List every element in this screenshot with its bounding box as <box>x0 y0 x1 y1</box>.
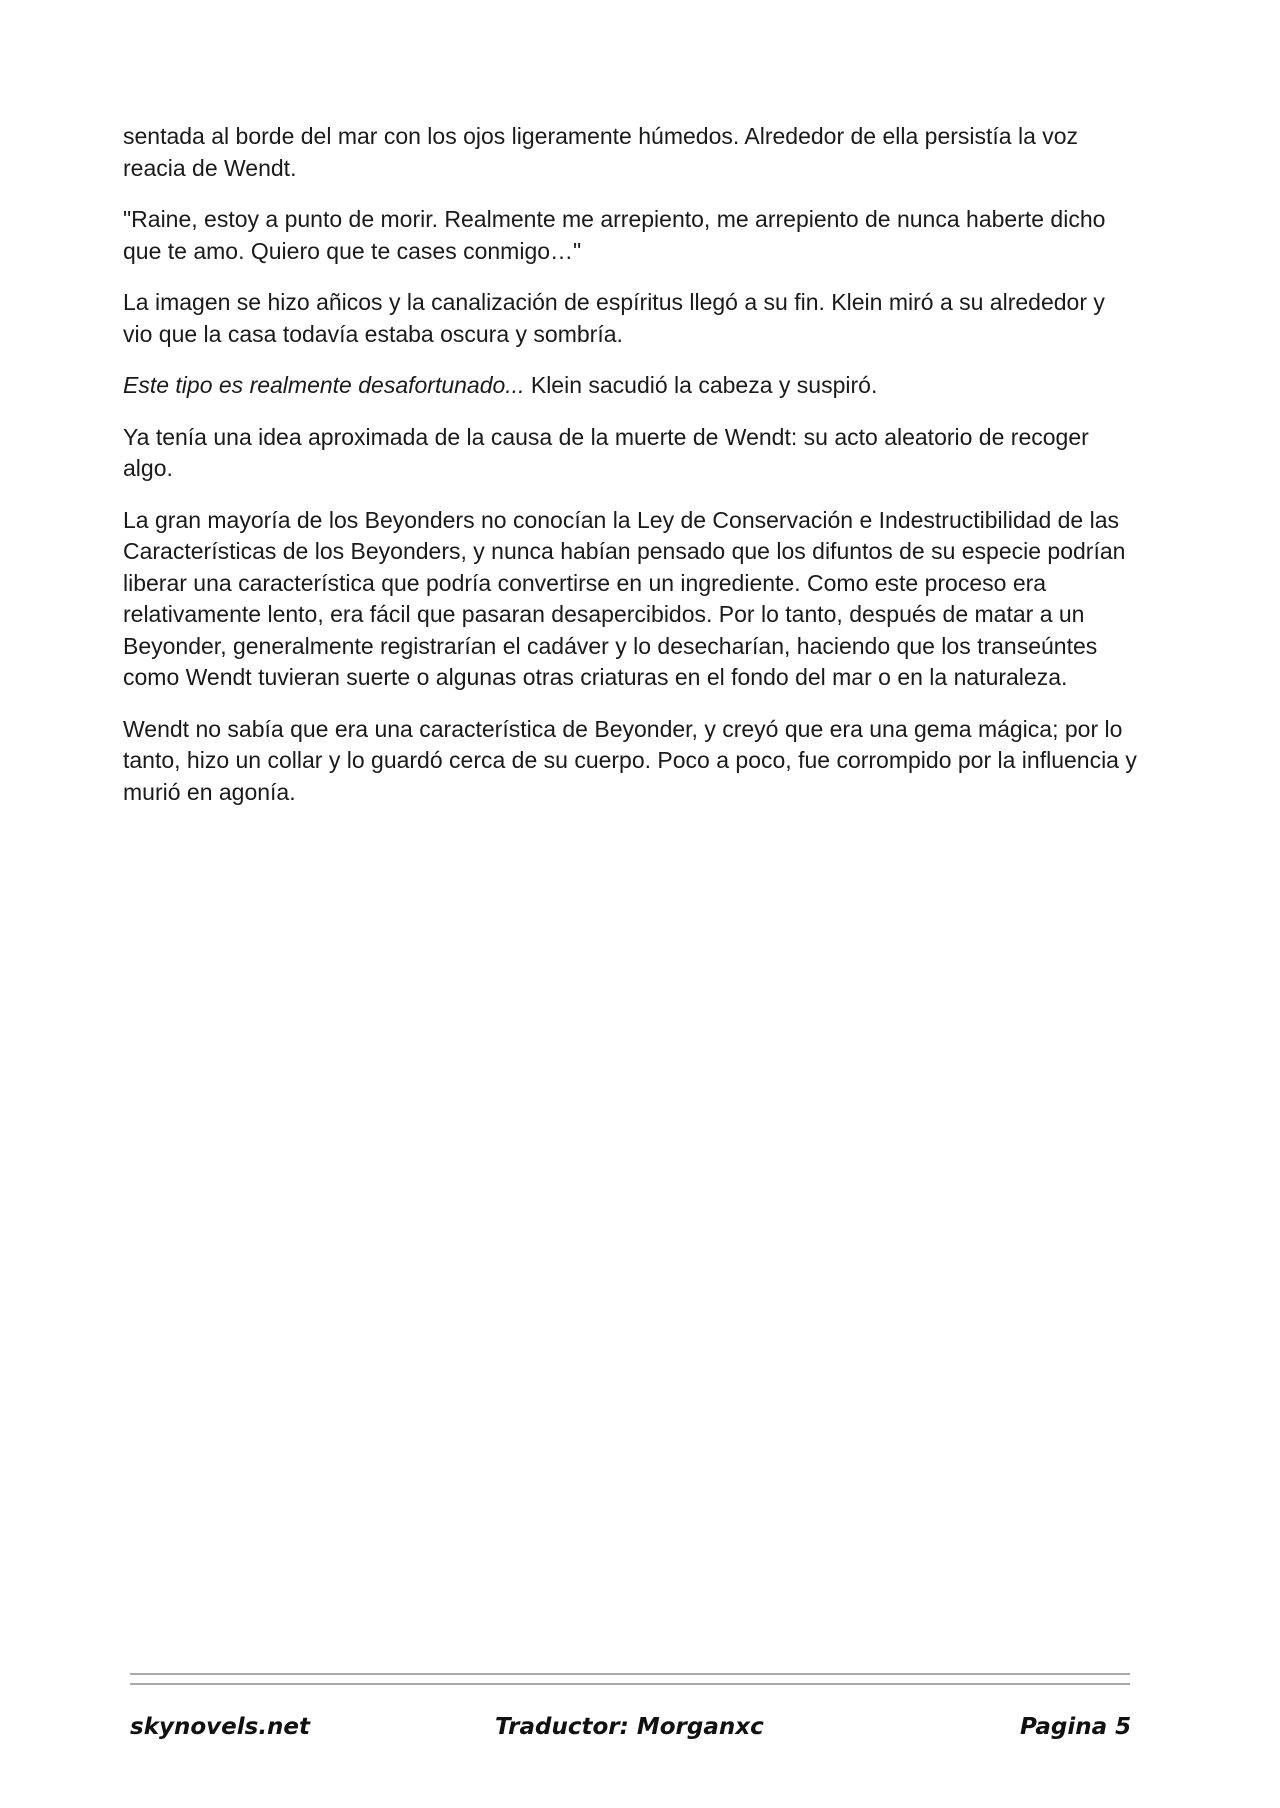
paragraph-1: sentada al borde del mar con los ojos ligeramente húmedos. Alrededor de ella persistía la voz reacia de Wendt. <box>123 123 1079 181</box>
footer-page-number: Pagina 5 <box>1020 1714 1132 1740</box>
italic-thought: Este tipo es realmente desafortunado... <box>123 372 525 398</box>
paragraph-7: Wendt no sabía que era una característica de Beyonder, y creyó que era una gema mágica; por lo tanto, hizo un collar y lo guardó cerca de su cuerpo. Poco a poco, fue corrompido por la influencia y murió en agonía. <box>123 715 1137 805</box>
paragraph-5: Ya tenía una idea aproximada de la causa de la muerte de Wendt: su acto aleatorio de recoger algo. <box>123 423 1089 481</box>
footer-divider-bottom <box>130 1683 1130 1685</box>
document-body <box>123 121 1138 828</box>
paragraph-6: La gran mayoría de los Beyonders no conocían la Ley de Conservación e Indestructibilidad de las Características de los Beyonders, y nunca habían pensado que los difuntos de su especie podrían liberar una característica que podría convertirse en un ingrediente. Como este proceso era relativamente lento, era fácil que pasaran desapercibidos. Por lo tanto, después de matar a un Beyonder, generalmente registrarían el cadáver y lo desecharían, haciendo que los transeúntes como Wendt tuvieran suerte o algunas otras criaturas en el fondo del mar o en la naturaleza. <box>123 506 1126 690</box>
footer-divider-top <box>130 1673 1130 1675</box>
paragraph-2: "Raine, estoy a punto de morir. Realmente me arrepiento, me arrepiento de nunca haberte dicho que te amo. Quiero que te cases conmigo…" <box>123 206 1106 264</box>
paragraph-3: La imagen se hizo añicos y la canalización de espíritus llegó a su fin. Klein miró a su alrededor y vio que la casa todavía estaba oscura y sombría. <box>123 289 1105 347</box>
footer-site: skynovels.net <box>130 1714 311 1740</box>
footer-translator: Traductor: Morganxc <box>495 1714 764 1740</box>
paragraph-4: Este tipo es realmente desafortunado... Klein sacudió la cabeza y suspiró. <box>123 372 878 398</box>
